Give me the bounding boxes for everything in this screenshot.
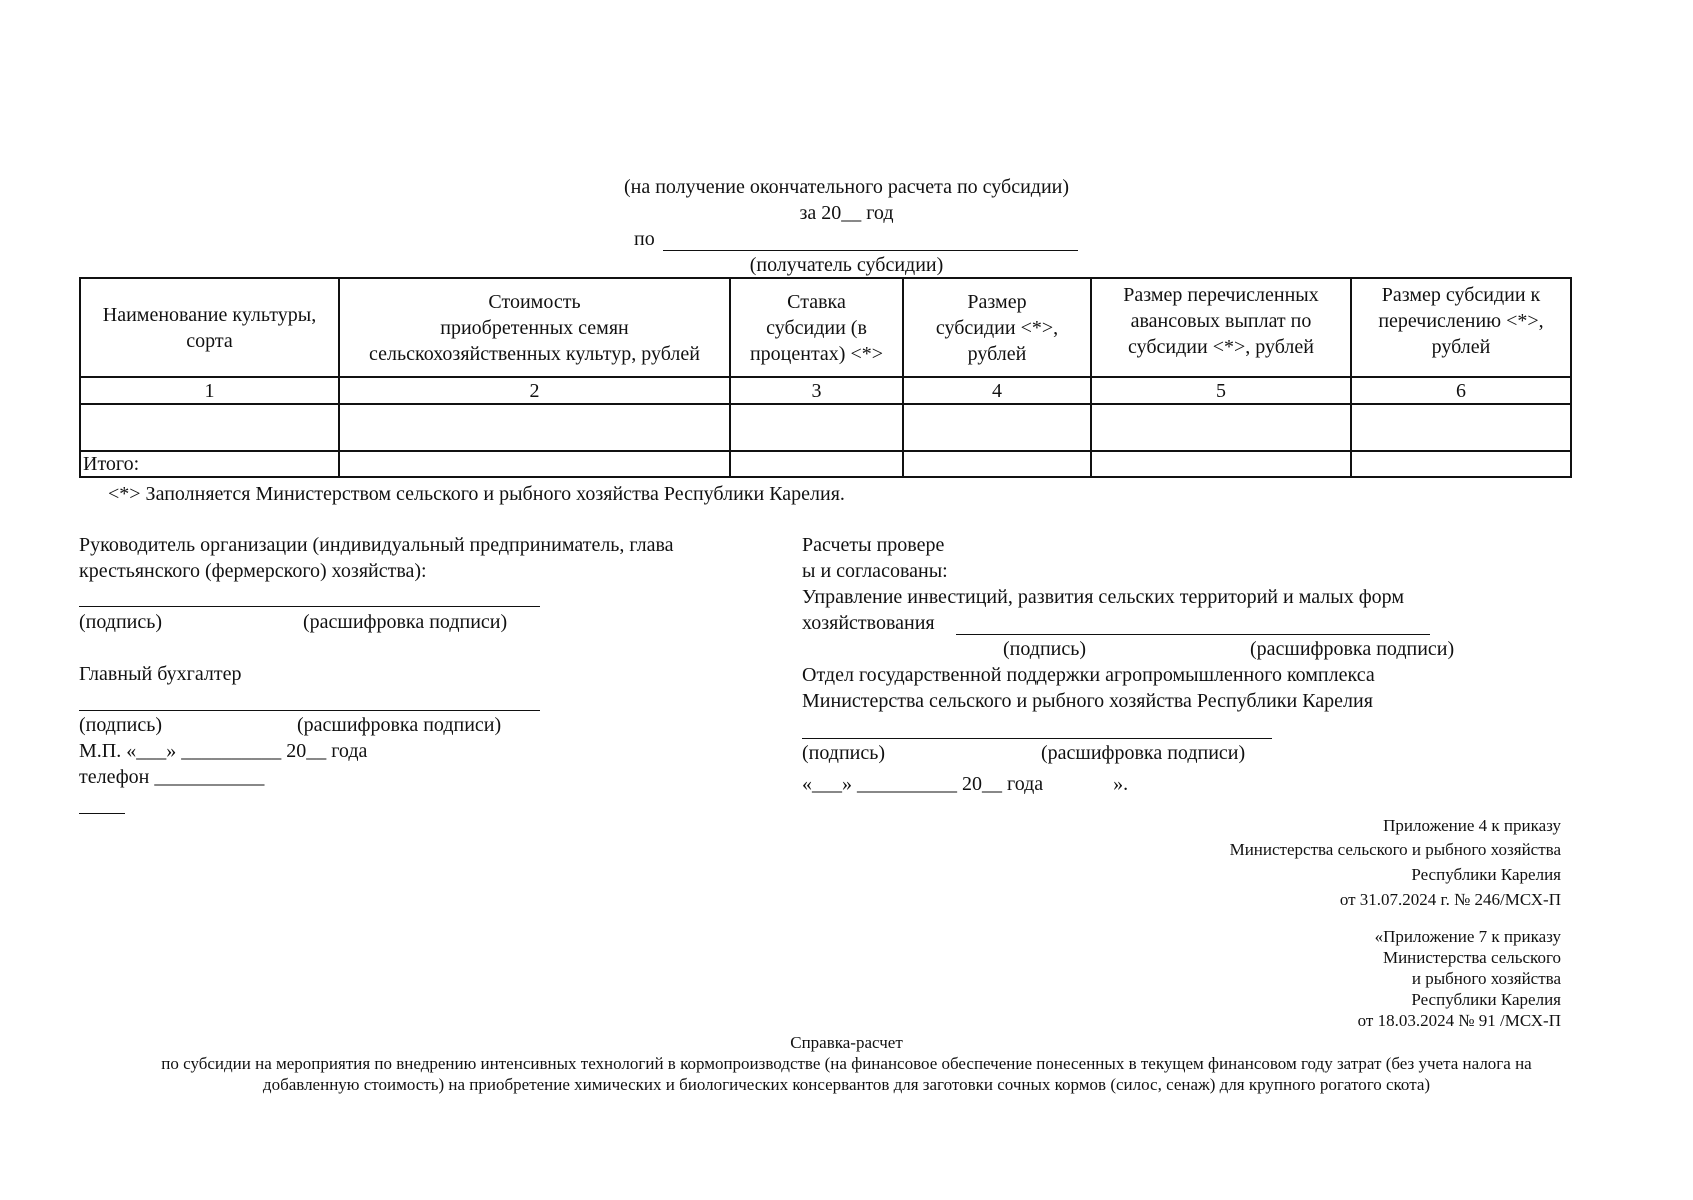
appendix-line: Республики Карелия <box>1411 865 1561 884</box>
form-subtitle: (на получение окончательного расчета по субсидии) <box>623 176 1070 198</box>
data-cell[interactable] <box>730 404 903 451</box>
decode-caption: (расшифровка подписи) <box>1250 638 1455 660</box>
header-cell-subsidy-amount <box>903 278 1091 377</box>
header-line: рублей <box>1431 336 1491 358</box>
signature-caption: (подпись) <box>802 742 886 764</box>
signature-caption: (подпись) <box>1003 638 1087 660</box>
header-cell-crop <box>80 278 339 377</box>
column-number: 2 <box>339 377 730 404</box>
appendix-line: от 31.07.2024 г. № 246/МСХ-П <box>1339 890 1561 909</box>
column-number: 4 <box>903 377 1091 404</box>
department-label: Управление инвестиций, развития сельских территорий и малых форм <box>802 586 1405 608</box>
header-line: процентах) <*> <box>749 342 884 365</box>
table-header-row <box>80 278 1571 377</box>
header-cell-to-transfer <box>1351 278 1571 377</box>
header-line: Стоимость <box>488 290 581 313</box>
head-label: Руководитель организации (индивидуальный предприниматель, глава <box>79 534 674 556</box>
header-cell-seed-cost <box>339 278 730 377</box>
decode-caption: (расшифровка подписи) <box>1041 742 1246 764</box>
data-cell[interactable] <box>80 404 339 451</box>
header-line: Размер <box>967 290 1027 313</box>
appendix-line: и рыбного хозяйства <box>1411 969 1561 988</box>
date-line: «___» __________ 20__ года ». <box>802 773 1129 795</box>
total-cell[interactable] <box>1351 451 1571 477</box>
table-number-row <box>80 377 1571 404</box>
header-line: рублей <box>967 342 1027 365</box>
footnote: <*> Заполняется Министерством сельского и рыбного хозяйства Республики Карелия. <box>108 483 845 505</box>
signature-caption: (подпись) <box>79 611 163 633</box>
form-year: за 20__ год <box>799 202 894 224</box>
recipient-blank-line[interactable] <box>663 250 1078 251</box>
signature-caption: (подпись) <box>79 714 163 736</box>
table-total-row <box>80 451 1571 477</box>
reference-title: Справка-расчет <box>790 1033 903 1052</box>
appendix-line: Министерства сельского и рыбного хозяйства <box>1229 840 1561 859</box>
appendix-line: от 18.03.2024 № 91 /МСХ-П <box>1357 1011 1561 1030</box>
phone-line: телефон ___________ <box>79 766 265 788</box>
column-number: 1 <box>80 377 339 404</box>
column-number: 6 <box>1351 377 1571 404</box>
data-cell[interactable] <box>1351 404 1571 451</box>
header-line: сорта <box>186 329 233 352</box>
header-line: Размер перечисленных <box>1123 284 1319 306</box>
accountant-label: Главный бухгалтер <box>79 663 242 685</box>
head-label: крестьянского (фермерского) хозяйства): <box>79 560 427 582</box>
header-line: приобретенных семян <box>440 316 629 339</box>
checked-label: ы и согласованы: <box>802 560 948 582</box>
header-line: субсидии <*>, рублей <box>1128 336 1314 358</box>
head-signature-line[interactable] <box>79 606 540 607</box>
appendix-line: «Приложение 7 к приказу <box>1374 927 1561 946</box>
accountant-signature-line[interactable] <box>79 710 540 711</box>
department-label: Отдел государственной поддержки агропромышленного комплекса <box>802 664 1375 686</box>
data-cell[interactable] <box>903 404 1091 451</box>
data-cell[interactable] <box>1091 404 1351 451</box>
header-line: Размер субсидии к <box>1381 284 1541 306</box>
appendix-line: Республики Карелия <box>1411 990 1561 1009</box>
stamp-date-line: М.П. «___» __________ 20__ года <box>79 740 368 762</box>
appendix-line: Приложение 4 к приказу <box>1383 816 1561 835</box>
department-label: хозяйствования <box>802 612 935 634</box>
header-line: авансовых выплат по <box>1130 310 1312 332</box>
header-cell-advance <box>1091 278 1351 377</box>
reference-description: по субсидии на мероприятия по внедрению интенсивных технологий в кормопроизводстве (на финансовое обеспечение понесенных в текущем финансовом году затрат (без учета налога на <box>161 1054 1532 1073</box>
column-number: 5 <box>1091 377 1351 404</box>
header-line: Наименование культуры, <box>102 303 317 326</box>
total-cell[interactable] <box>903 451 1091 477</box>
recipient-caption: (получатель субсидии) <box>749 254 944 276</box>
department-label: Министерства сельского и рыбного хозяйства Республики Карелия <box>802 690 1373 712</box>
total-cell[interactable] <box>730 451 903 477</box>
header-cell-rate <box>730 278 903 377</box>
header-line: субсидии (в <box>766 316 867 339</box>
department-signature-line[interactable] <box>956 634 1430 635</box>
total-label: Итого: <box>80 451 339 477</box>
subsidy-table <box>79 277 1572 478</box>
header-line: перечислению <*>, <box>1378 310 1544 332</box>
appendix-line: Министерства сельского <box>1382 948 1561 967</box>
total-cell[interactable] <box>1091 451 1351 477</box>
decode-caption: (расшифровка подписи) <box>303 611 508 633</box>
recipient-prefix: по <box>634 228 655 250</box>
reference-description: добавленную стоимость) на приобретение химических и биологических консервантов для заготовки сочных кормов (силос, сенаж) для крупного рогатого скота) <box>262 1075 1431 1094</box>
checked-label: Расчеты провере <box>802 534 945 556</box>
header-line: сельскохозяйственных культур, рублей <box>369 342 700 365</box>
data-cell[interactable] <box>339 404 730 451</box>
header-line: субсидии <*>, <box>935 316 1059 339</box>
department-signature-line[interactable] <box>802 738 1272 739</box>
column-number: 3 <box>730 377 903 404</box>
table-data-row <box>80 404 1571 451</box>
decode-caption: (расшифровка подписи) <box>297 714 502 736</box>
short-divider <box>79 813 125 814</box>
header-line: Ставка <box>787 290 846 313</box>
total-cell[interactable] <box>339 451 730 477</box>
